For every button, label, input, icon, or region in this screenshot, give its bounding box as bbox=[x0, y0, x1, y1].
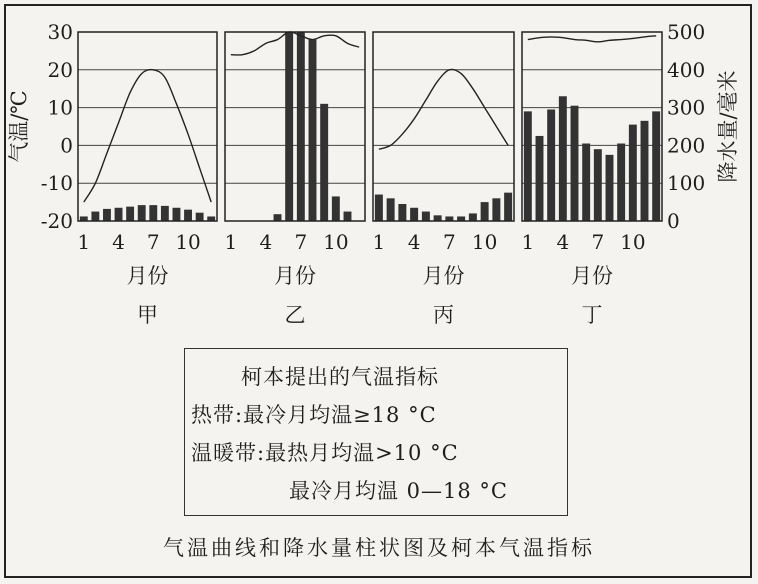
precipitation-bar bbox=[320, 104, 328, 221]
precipitation-bar bbox=[115, 208, 123, 221]
precipitation-bar bbox=[594, 149, 602, 221]
temperature-line bbox=[231, 32, 359, 55]
legend-warm-min: 最冷月均温 0—18 °C bbox=[289, 479, 509, 503]
panel-frame bbox=[78, 32, 217, 221]
left-tick-label: -20 bbox=[40, 209, 73, 233]
precipitation-bar bbox=[629, 125, 637, 221]
precipitation-bar bbox=[387, 198, 395, 221]
precipitation-bar bbox=[434, 215, 442, 221]
legend-tropical: 热带:最冷月均温≥18 °C bbox=[191, 403, 437, 427]
temperature-line bbox=[528, 36, 656, 42]
precipitation-bar bbox=[274, 214, 282, 221]
panel-name: 丁 bbox=[581, 303, 603, 327]
precipitation-bar bbox=[285, 32, 293, 221]
x-tick-label: 7 bbox=[146, 230, 160, 254]
precipitation-bar bbox=[652, 111, 660, 221]
precipitation-bar bbox=[149, 205, 157, 221]
panel-name: 甲 bbox=[137, 303, 158, 327]
precipitation-bar bbox=[103, 209, 111, 221]
legend-title: 柯本提出的气温指标 bbox=[241, 365, 439, 389]
precipitation-bar bbox=[196, 213, 204, 221]
precipitation-bar bbox=[138, 205, 146, 221]
precipitation-bar bbox=[398, 204, 406, 221]
precipitation-bar bbox=[641, 121, 649, 221]
x-tick-label: 7 bbox=[591, 230, 605, 254]
x-tick-label: 7 bbox=[294, 230, 308, 254]
precipitation-bar bbox=[504, 193, 512, 221]
x-tick-label: 4 bbox=[259, 230, 273, 254]
precipitation-bar bbox=[184, 210, 192, 221]
right-tick-label: 100 bbox=[667, 171, 706, 196]
temperature-line bbox=[84, 70, 211, 203]
left-tick-label: 0 bbox=[60, 133, 73, 158]
precipitation-bar bbox=[332, 196, 340, 221]
left-tick-label: -10 bbox=[40, 171, 73, 196]
x-tick-label: 10 bbox=[175, 230, 201, 254]
precipitation-bar bbox=[173, 208, 181, 221]
x-tick-label: 4 bbox=[556, 230, 570, 254]
right-tick-label: 500 bbox=[667, 20, 706, 44]
precipitation-bar bbox=[344, 212, 352, 221]
right-tick-label: 200 bbox=[667, 133, 706, 158]
precipitation-bar bbox=[524, 111, 532, 221]
temperature-line bbox=[379, 69, 508, 149]
figure-caption: 气温曲线和降水量柱状图及柯本气温指标 bbox=[163, 536, 595, 560]
precipitation-bar bbox=[582, 144, 590, 221]
x-tick-label: 10 bbox=[323, 230, 349, 254]
precipitation-bar bbox=[297, 32, 305, 221]
x-tick-label: 10 bbox=[620, 230, 646, 254]
x-tick-label: 4 bbox=[112, 230, 125, 254]
x-tick-label: 7 bbox=[443, 230, 456, 254]
precipitation-bar bbox=[91, 212, 99, 221]
x-axis-label: 月份 bbox=[571, 264, 613, 288]
precipitation-bar bbox=[492, 198, 500, 221]
right-tick-label: 0 bbox=[667, 209, 680, 233]
precipitation-bar bbox=[161, 206, 169, 221]
panel-name: 乙 bbox=[284, 303, 306, 327]
left-tick-label: 30 bbox=[47, 20, 73, 44]
panel-name: 丙 bbox=[433, 303, 454, 327]
legend-warm-max: 温暖带:最热月均温>10 °C bbox=[191, 441, 459, 465]
x-tick-label: 4 bbox=[407, 230, 421, 254]
x-axis-label: 月份 bbox=[274, 264, 316, 288]
precipitation-bar bbox=[547, 109, 555, 221]
x-tick-label: 1 bbox=[224, 230, 238, 254]
precipitation-bar bbox=[536, 136, 544, 221]
precipitation-bar bbox=[481, 202, 489, 221]
precipitation-bar bbox=[422, 212, 430, 221]
precipitation-bar bbox=[571, 106, 579, 221]
x-axis-label: 月份 bbox=[422, 264, 465, 288]
panel-frame bbox=[373, 32, 514, 221]
x-tick-label: 1 bbox=[521, 230, 535, 254]
precipitation-bar bbox=[375, 195, 383, 221]
right-axis-label: 降水量/毫米 bbox=[716, 70, 740, 183]
panel-frame bbox=[225, 32, 365, 221]
precipitation-bar bbox=[410, 208, 418, 221]
x-tick-label: 1 bbox=[77, 230, 91, 254]
precipitation-bar bbox=[617, 144, 625, 221]
right-tick-label: 300 bbox=[667, 95, 706, 120]
right-tick-label: 400 bbox=[667, 57, 706, 82]
left-axis-label: 气温/℃ bbox=[7, 90, 31, 163]
x-axis-label: 月份 bbox=[126, 264, 169, 288]
left-tick-label: 10 bbox=[47, 95, 73, 120]
precipitation-bar bbox=[126, 207, 134, 221]
precipitation-bar bbox=[559, 96, 567, 221]
x-tick-label: 1 bbox=[372, 230, 386, 254]
precipitation-bar bbox=[309, 40, 317, 221]
precipitation-bar bbox=[606, 155, 614, 221]
koppen-legend-box bbox=[184, 348, 568, 516]
precipitation-bar bbox=[469, 213, 477, 221]
x-tick-label: 10 bbox=[471, 230, 498, 254]
left-tick-label: 20 bbox=[47, 57, 73, 82]
